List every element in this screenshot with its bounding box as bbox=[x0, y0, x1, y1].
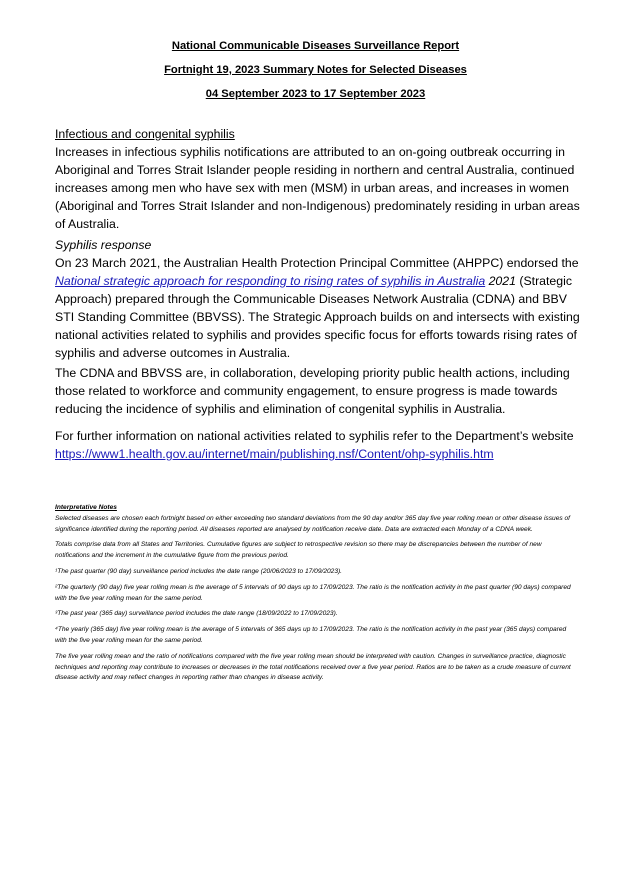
syphilis-response-section bbox=[55, 236, 580, 362]
section-heading: Infectious and congenital syphilis bbox=[55, 127, 235, 141]
report-title: National Communicable Diseases Surveillance Report bbox=[171, 40, 460, 52]
note-past-year: ³The past year (365 day) surveillance period includes the date range (18/09/2022 to 17/09/2023). bbox=[55, 610, 338, 618]
report-subtitle: Fortnight 19, 2023 Summary Notes for Selected Diseases bbox=[164, 64, 467, 76]
note-yearly-mean: ⁴The yearly (365 day) five year rolling mean is the average of 5 intervals of 365 days up to 17/09/2023. The ratio is the notification activity in the past year (365 days) compared with the five year rolling mean for the same period. bbox=[55, 626, 567, 644]
further-info-section bbox=[55, 427, 580, 463]
syphilis-paragraph-3: The CDNA and BBVSS are, in collaboration, developing priority public health actions, including those related to workforce and community engagement, to ensure progress is made towards reducing the incidence of syphilis and elimination of congenital syphilis in Australia. bbox=[55, 366, 570, 416]
response-year: 2021 bbox=[485, 274, 516, 288]
response-intro: On 23 March 2021, the Australian Health Protection Principal Committee (AHPPC) endorsed the bbox=[55, 256, 579, 270]
interpretative-notes bbox=[55, 503, 578, 689]
report-date-range: 04 September 2023 to 17 September 2023 bbox=[205, 88, 426, 100]
note-selected-diseases: Selected diseases are chosen each fortnight based on either exceeding two standard deviations from the 90 day and/or 365 day five year rolling mean or other disease issues of significance identified during the reporting period. All diseases reported are analysed by notification receive date. Data are extracted each Monday of a CDNA week. bbox=[55, 514, 570, 533]
note-totals: Totals comprise data from all States and Territories. Cumulative figures are subject to retrospective revision so there may be discrepancies between the number of new notifications and the increment in the cumulative figure from the previous period. bbox=[55, 541, 542, 560]
syphilis-section bbox=[55, 125, 580, 233]
note-past-quarter: ¹The past quarter (90 day) surveillance period includes the date range (20/06/2023 to 17/09/2023). bbox=[55, 567, 343, 575]
note-quarterly-mean: ²The quarterly (90 day) five year rolling mean is the average of 5 intervals of 90 days up to 17/09/2023. The ratio is the notification activity in the past quarter (90 days) compared with the five year rolling mean for the same period. bbox=[55, 583, 571, 602]
syphilis-response-heading: Syphilis response bbox=[55, 238, 152, 252]
department-website-link[interactable]: https://www1.health.gov.au/internet/main/publishing.nsf/Content/ohp-syphilis.htm bbox=[55, 447, 494, 461]
strategic-approach-link[interactable]: National strategic approach for responding to rising rates of syphilis in Australia bbox=[55, 274, 486, 288]
syphilis-response-paragraph bbox=[55, 254, 580, 362]
notes-heading: Interpretative Notes bbox=[55, 504, 117, 511]
syphilis-paragraph-1: Increases in infectious syphilis notifications are attributed to an on-going outbreak occurring in Aboriginal and Torres Strait Islander people residing in northern and central Australia, continued increases among men who have sex with men (MSM) in urban areas, and increases in women (Aboriginal and Torres Strait Islander and non-Indigenous) predominately residing in urban areas of Australia. bbox=[55, 145, 580, 231]
further-info-text: For further information on national activities related to syphilis refer to the Department’s website bbox=[55, 429, 574, 443]
note-caution: The five year rolling mean and the ratio of notifications compared with the five year rolling mean should be interpreted with caution. Changes in surveillance practice, diagnostic techniques and reporting may contribute to increases or decreases in the total notifications received over a five year period. Ratios are to be taken as a crude measure of current disease activity and may reflect changes in reporting rather than changes in disease activity. bbox=[55, 652, 571, 682]
response-rest: (Strategic Approach) prepared through the Communicable Diseases Network Australia (CDNA) and BBV STI Standing Committee (BBVSS). The Strategic Approach builds on and intersects with existing national activities related to syphilis and provides specific focus for efforts towards rising rates of syphilis and adverse outcomes in Australia. bbox=[55, 274, 580, 360]
